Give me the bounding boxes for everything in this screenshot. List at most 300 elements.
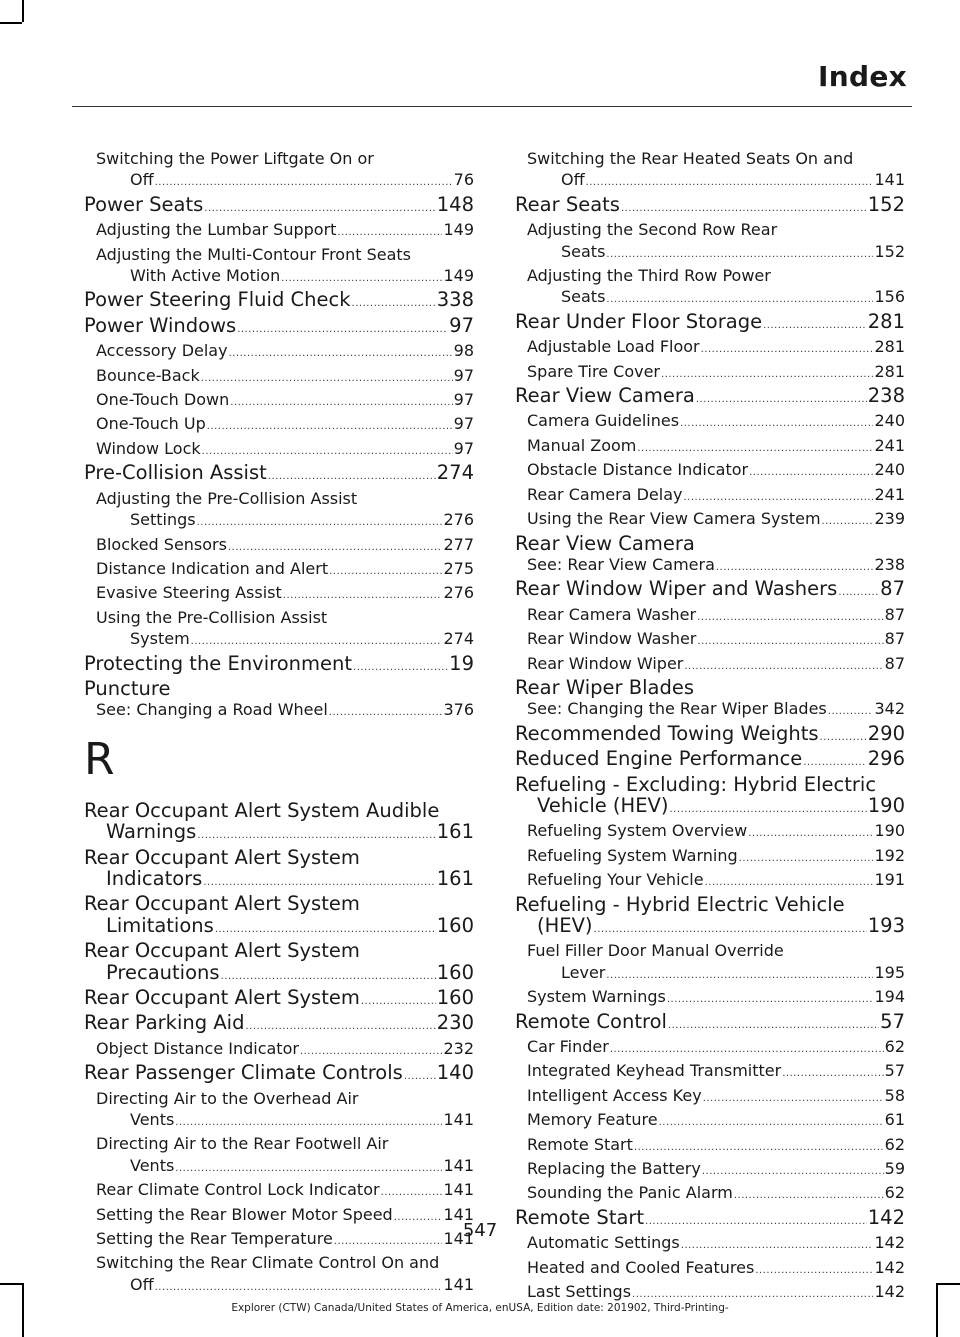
index-subentry (515, 940, 905, 986)
dot-leader (197, 825, 435, 846)
page-ref: 160 (436, 913, 474, 937)
index-entry (84, 653, 474, 678)
dot-leader (701, 339, 874, 360)
index-subentry (515, 1257, 905, 1281)
entry-first-line: Using the Pre-Collision Assist (96, 607, 328, 627)
dot-leader (283, 585, 443, 606)
entry-line (515, 915, 905, 940)
dot-leader (683, 487, 873, 508)
index-subentry (515, 361, 905, 385)
page-ref: 160 (436, 986, 474, 1009)
dot-leader (191, 631, 443, 652)
entry-line (527, 1158, 905, 1182)
entry-text: Sounding the Panic Alarm (527, 1183, 733, 1203)
dot-leader (207, 416, 453, 437)
entry-line (84, 868, 474, 893)
entry-text: Accessory Delay (96, 341, 228, 361)
page-ref: 87 (884, 653, 905, 673)
entry-line (515, 578, 905, 603)
entry-line (96, 389, 474, 413)
entry-first-line: Adjusting the Third Row Power (527, 266, 771, 286)
crop-mark (938, 1283, 960, 1285)
entry-line (96, 340, 474, 364)
entry-text: Rear Window Wiper and Washers (515, 577, 838, 601)
index-subentry (515, 698, 905, 722)
dot-leader (702, 1161, 884, 1182)
page-ref: 141 (443, 1180, 474, 1200)
dot-leader (716, 557, 874, 578)
page-ref: 275 (443, 558, 474, 578)
entry-first-line: Adjusting the Second Row Rear (527, 220, 778, 240)
entry-line (515, 748, 905, 773)
page-ref: 141 (443, 1204, 474, 1224)
page-ref: 230 (436, 1011, 474, 1035)
index-subentry (515, 1060, 905, 1084)
dot-leader (697, 607, 884, 628)
page-ref: 97 (453, 365, 474, 385)
entry-text: Spare Tire Cover (527, 361, 661, 381)
entry-line (96, 699, 474, 723)
dot-leader (803, 752, 866, 773)
page-ref: 161 (436, 820, 474, 844)
index-entry (84, 893, 474, 940)
page-ref: 152 (874, 241, 905, 261)
dot-leader (300, 1041, 443, 1062)
page-ref: 57 (884, 1061, 905, 1081)
entry-line (96, 582, 474, 606)
page-ref: 97 (453, 414, 474, 434)
entry-text: Protecting the Environment (84, 651, 353, 675)
entry-text: See: Changing the Rear Wiper Blades (527, 699, 827, 719)
dot-leader (215, 919, 436, 940)
dot-leader (337, 222, 442, 243)
page-ref: 141 (443, 1155, 474, 1175)
index-entry (515, 723, 905, 748)
entry-text: Heated and Cooled Features (527, 1257, 755, 1277)
index-entry (84, 1012, 474, 1037)
page-ref: 61 (884, 1110, 905, 1130)
entry-line (527, 869, 905, 893)
entry-line (527, 169, 905, 193)
page-ref: 296 (867, 747, 905, 771)
page-ref: 19 (449, 651, 474, 675)
index-entry (84, 678, 474, 699)
entry-line (515, 385, 905, 410)
entry-text: Setting the Rear Temperature (96, 1229, 333, 1249)
page-ref: 141 (443, 1229, 474, 1249)
entry-text: Rear Occupant Alert System (84, 986, 360, 1009)
entry-text: Rear Window Washer (527, 629, 697, 649)
entry-text: See: Rear View Camera (527, 554, 715, 574)
dot-leader (155, 172, 453, 193)
page-ref: 160 (436, 960, 474, 984)
index-subentry (515, 1158, 905, 1182)
entry-text: Vents (130, 1155, 175, 1175)
entry-text: Rear Passenger Climate Controls (84, 1061, 403, 1085)
index-subentry (515, 869, 905, 893)
page-ref: 149 (443, 266, 474, 286)
entry-line (84, 289, 474, 314)
entry-text: Off (130, 170, 154, 190)
index-entry (515, 1011, 905, 1036)
dot-leader (782, 1063, 883, 1084)
index-subentry (515, 508, 905, 532)
page-ref: 141 (874, 170, 905, 190)
page-ref: 97 (453, 438, 474, 458)
entry-text: Replacing the Battery (527, 1159, 701, 1179)
entry-line (84, 653, 474, 678)
dot-leader (705, 872, 874, 893)
entry-text: Refueling System Overview (527, 821, 748, 841)
page-ref: 141 (443, 1274, 474, 1294)
page-ref: 98 (453, 341, 474, 361)
entry-first-line: Adjusting the Pre-Collision Assist (96, 488, 358, 508)
index-entry (84, 800, 474, 847)
page-ref: 290 (867, 721, 905, 745)
entry-line (527, 1036, 905, 1060)
entry-text: Blocked Sensors (96, 534, 227, 554)
page-ref: 274 (443, 629, 474, 649)
entry-line (96, 1274, 474, 1298)
entry-line (515, 723, 905, 748)
dot-leader (228, 537, 442, 558)
dot-leader (606, 244, 873, 265)
dot-leader (697, 631, 883, 652)
dot-leader (606, 289, 873, 310)
entry-text: Indicators (106, 866, 203, 890)
entry-line (96, 365, 474, 389)
index-entry (84, 987, 474, 1012)
entry-line (96, 413, 474, 437)
entry-first-line: Rear Occupant Alert System Audible (84, 798, 440, 822)
index-subentry (515, 1036, 905, 1060)
page-ref: 239 (874, 509, 905, 529)
page-ref: 194 (874, 987, 905, 1007)
entry-line (527, 484, 905, 508)
page-ref: 238 (867, 384, 905, 408)
dot-leader (361, 991, 436, 1012)
index-entry (515, 578, 905, 603)
entry-text: Recommended Towing Weights (515, 721, 819, 745)
dot-leader (204, 198, 435, 219)
entry-text: Refueling System Warning (527, 845, 738, 865)
dot-leader (621, 198, 867, 219)
entry-line (527, 628, 905, 652)
entry-heading: Rear View Camera (515, 531, 695, 555)
page-ref: 276 (443, 583, 474, 603)
entry-text: Seats (561, 287, 606, 307)
index-entry (84, 940, 474, 987)
entry-text: Evasive Steering Assist (96, 583, 282, 603)
dot-leader (659, 1112, 884, 1133)
dot-leader (155, 1277, 443, 1298)
entry-line (527, 698, 905, 722)
index-subentry (515, 604, 905, 628)
dot-leader (755, 1260, 873, 1281)
entry-text: Power Windows (84, 313, 237, 337)
index-subentry (84, 1133, 474, 1179)
entry-text: Off (130, 1274, 154, 1294)
entry-first-line: Refueling - Hybrid Electric Vehicle (515, 892, 845, 916)
index-subentry (84, 488, 474, 534)
entry-text: Seats (561, 241, 606, 261)
dot-leader (637, 438, 873, 459)
index-subentry (515, 148, 905, 194)
index-subentry (515, 845, 905, 869)
entry-line (96, 1038, 474, 1062)
entry-text: Precautions (106, 960, 220, 984)
dot-leader (352, 293, 436, 314)
entry-text: Automatic Settings (527, 1233, 680, 1253)
page-ref: 76 (453, 170, 474, 190)
index-subentry (515, 459, 905, 483)
entry-line (527, 554, 905, 578)
index-subentry (515, 1182, 905, 1206)
entry-text: Last Settings (527, 1282, 632, 1302)
index-subentry (515, 219, 905, 265)
entry-line (527, 1134, 905, 1158)
page-ref: 62 (884, 1183, 905, 1203)
dot-leader (175, 1112, 442, 1133)
index-subentry (84, 389, 474, 413)
entry-line (96, 558, 474, 582)
entry-first-line: Fuel Filler Door Manual Override (527, 941, 784, 961)
page-ref: 97 (453, 390, 474, 410)
entry-line (96, 509, 474, 533)
page-ref: 190 (867, 793, 905, 817)
dot-leader (594, 919, 867, 940)
entry-text: Rear Camera Delay (527, 484, 683, 504)
index-subentry (515, 1109, 905, 1133)
page-ref: 161 (436, 866, 474, 890)
entry-line (527, 1060, 905, 1084)
entry-first-line: Refueling - Excluding: Hybrid Electric (515, 772, 877, 796)
page-ref: 241 (874, 435, 905, 455)
entry-first-line: Rear Occupant Alert System (84, 845, 360, 869)
entry-text: Remote Control (515, 1009, 667, 1033)
entry-text: Distance Indication and Alert (96, 558, 329, 578)
entry-line (527, 845, 905, 869)
entry-line (515, 194, 905, 219)
index-subentry (84, 558, 474, 582)
index-entry (515, 311, 905, 336)
entry-text: Integrated Keyhead Transmitter (527, 1061, 782, 1081)
page-ref: 152 (867, 192, 905, 216)
entry-line (527, 410, 905, 434)
page-ref: 376 (443, 700, 474, 720)
dot-leader (281, 268, 442, 289)
entry-line (84, 915, 474, 940)
entry-line (96, 265, 474, 289)
dot-leader (237, 319, 448, 340)
dot-leader (268, 466, 436, 487)
page-ref: 240 (874, 411, 905, 431)
page-ref: 58 (884, 1085, 905, 1105)
entry-text: See: Changing a Road Wheel (96, 700, 328, 720)
page-ref: 232 (443, 1038, 474, 1058)
entry-line (527, 1182, 905, 1206)
entry-text: Vents (130, 1110, 175, 1130)
page-ref: 195 (874, 962, 905, 982)
entry-line (515, 795, 905, 820)
entry-text: Remote Start (527, 1134, 633, 1154)
dot-leader (329, 702, 443, 723)
entry-heading: Rear Wiper Blades (515, 675, 694, 699)
page-ref: 87 (884, 629, 905, 649)
page-ref: 59 (884, 1159, 905, 1179)
entry-text: System (130, 629, 190, 649)
crop-mark (22, 0, 24, 22)
entry-first-line: Directing Air to the Overhead Air (96, 1088, 359, 1108)
page-ref: 87 (884, 604, 905, 624)
entry-line (527, 820, 905, 844)
index-subentry (84, 534, 474, 558)
entry-text: Remote Start (515, 1205, 645, 1229)
entry-text: Rear Window Wiper (527, 653, 684, 673)
entry-first-line: Rear Occupant Alert System (84, 939, 360, 963)
dot-leader (610, 1039, 884, 1060)
entry-line (84, 962, 474, 987)
entry-line (527, 459, 905, 483)
entry-text: Adjustable Load Floor (527, 337, 700, 357)
index-column-right (515, 148, 905, 1306)
page-ref: 281 (867, 309, 905, 333)
entry-line (527, 286, 905, 310)
entry-text: Warnings (106, 820, 197, 844)
entry-text: Rear Under Floor Storage (515, 309, 763, 333)
page-ref: 238 (874, 554, 905, 574)
dot-leader (703, 1088, 884, 1109)
dot-leader (667, 989, 874, 1010)
index-subentry (515, 554, 905, 578)
entry-line (527, 508, 905, 532)
page-ref: 87 (880, 577, 905, 601)
index-entry (84, 1062, 474, 1087)
page-ref: 281 (874, 361, 905, 381)
page-ref: 62 (884, 1037, 905, 1057)
page-ref: 191 (874, 870, 905, 890)
index-subentry (515, 820, 905, 844)
page-ref: 62 (884, 1134, 905, 1154)
entry-text: Obstacle Distance Indicator (527, 460, 749, 480)
entry-first-line: Switching the Rear Climate Control On and (96, 1253, 440, 1273)
page-ref: 156 (874, 287, 905, 307)
index-subentry (515, 336, 905, 360)
dot-leader (381, 1182, 443, 1203)
entry-line (84, 194, 474, 219)
dot-leader (245, 1016, 435, 1037)
entry-line (527, 653, 905, 677)
entry-text: Pre-Collision Assist (84, 461, 267, 485)
entry-text: Rear Climate Control Lock Indicator (96, 1180, 380, 1200)
index-subentry (84, 607, 474, 653)
index-subentry (515, 1085, 905, 1109)
page-ref: 192 (874, 845, 905, 865)
entry-line (84, 462, 474, 487)
dot-leader (586, 172, 874, 193)
entry-text: Reduced Engine Performance (515, 747, 803, 771)
index-entry (515, 748, 905, 773)
entry-line (527, 1109, 905, 1133)
index-subentry (515, 653, 905, 677)
entry-text: Intelligent Access Key (527, 1085, 702, 1105)
page-title: Index (818, 60, 907, 93)
entry-line (84, 987, 474, 1012)
entry-text: Rear Parking Aid (84, 1011, 245, 1035)
entry-line (527, 361, 905, 385)
page-ref: 274 (436, 461, 474, 485)
entry-line (527, 435, 905, 459)
dot-leader (822, 511, 874, 532)
dot-leader (739, 848, 874, 869)
index-column-left (84, 148, 474, 1298)
page-ref: 276 (443, 510, 474, 530)
entry-line (527, 986, 905, 1010)
page-ref: 241 (874, 484, 905, 504)
page-ref: 342 (874, 699, 905, 719)
dot-leader (749, 462, 873, 483)
index-entry (84, 315, 474, 340)
entry-line (84, 1012, 474, 1037)
entry-text: Settings (130, 510, 196, 530)
entry-text: (HEV) (537, 914, 593, 937)
entry-first-line: Switching the Rear Heated Seats On and (527, 149, 854, 168)
entry-text: Limitations (106, 913, 214, 937)
page-ref: 193 (867, 914, 905, 937)
entry-text: Power Seats (84, 192, 204, 216)
index-subentry (84, 148, 474, 194)
entry-line (96, 169, 474, 193)
index-subentry (84, 1179, 474, 1203)
entry-line (84, 821, 474, 846)
entry-text: Rear View Camera (515, 384, 695, 408)
index-subentry (515, 410, 905, 434)
dot-leader (696, 389, 867, 410)
entry-line (527, 1085, 905, 1109)
entry-text: One-Touch Down (96, 390, 230, 410)
crop-mark (0, 1283, 22, 1285)
page-ref: 148 (436, 192, 474, 216)
entry-text: Power Steering Fluid Check (84, 288, 351, 312)
dot-leader (404, 1066, 436, 1087)
dot-leader (201, 368, 453, 389)
entry-first-line: Switching the Power Liftgate On or (96, 149, 374, 168)
page-ref: 142 (867, 1205, 905, 1229)
dot-leader (202, 441, 453, 462)
page-ref: 190 (874, 821, 905, 841)
page-ref: 142 (874, 1257, 905, 1277)
index-entry (84, 194, 474, 219)
dot-leader (175, 1158, 442, 1179)
page-ref: 57 (880, 1009, 905, 1033)
footer-text: Explorer (CTW) Canada/United States of America, enUSA, Edition date: 201902, Third-Printing- (231, 1302, 729, 1314)
entry-first-line: Adjusting the Multi-Contour Front Seats (96, 244, 412, 264)
index-subentry (84, 219, 474, 243)
entry-text: Using the Rear View Camera System (527, 509, 821, 529)
entry-line (527, 962, 905, 986)
entry-line (96, 1155, 474, 1179)
entry-text: Car Finder (527, 1037, 609, 1057)
entry-text: Lever (561, 962, 606, 982)
entry-text: Manual Zoom (527, 435, 637, 455)
page-ref: 277 (443, 534, 474, 554)
dot-leader (684, 656, 883, 677)
entry-line (84, 1062, 474, 1087)
entry-text: Window Lock (96, 438, 201, 458)
index-entry (515, 194, 905, 219)
page-ref: 141 (443, 1110, 474, 1130)
dot-leader (329, 561, 442, 582)
